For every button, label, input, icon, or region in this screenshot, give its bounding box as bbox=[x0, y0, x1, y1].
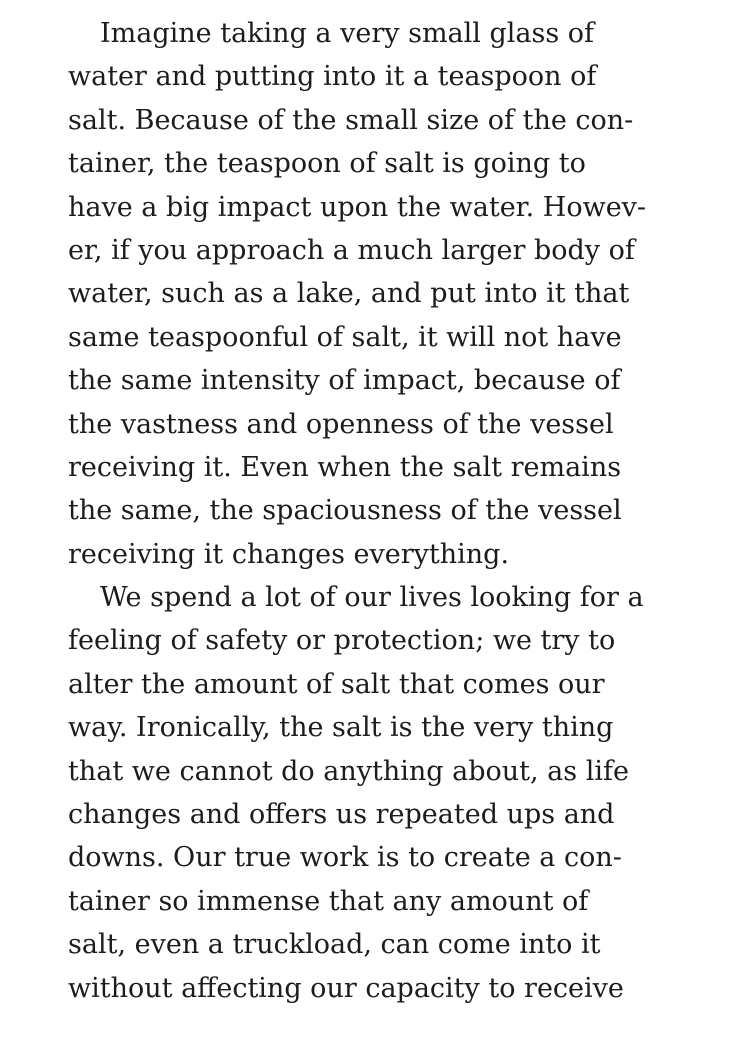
text-line: water, such as a lake, and put into it that bbox=[68, 278, 630, 310]
text-line: water and putting into it a teaspoon of bbox=[68, 61, 597, 93]
text-line: salt. Because of the small size of the con- bbox=[68, 104, 634, 136]
text-line: way. Ironically, the salt is the very thing bbox=[68, 712, 614, 744]
text-line: salt, even a truckload, can come into it bbox=[68, 929, 601, 961]
text-line: the same intensity of impact, because of bbox=[68, 365, 621, 397]
text-line: receiving it. Even when the salt remains bbox=[68, 451, 622, 483]
paragraph-1 bbox=[68, 12, 708, 576]
text-line: have a big impact upon the water. Howev- bbox=[68, 191, 647, 223]
text-line: that we cannot do anything about, as life bbox=[68, 755, 629, 787]
text-line: the same, the spaciousness of the vessel bbox=[68, 495, 622, 527]
text-line: without affecting our capacity to receive bbox=[68, 972, 624, 1004]
text-line: feeling of safety or protection; we try to bbox=[68, 625, 616, 657]
text-line: alter the amount of salt that comes our bbox=[68, 668, 605, 700]
body-text bbox=[68, 12, 708, 1010]
text-line: We spend a lot of our lives looking for a bbox=[100, 582, 644, 614]
text-line: er, if you approach a much larger body of bbox=[68, 234, 635, 266]
text-line: tainer so immense that any amount of bbox=[68, 885, 589, 917]
text-line: changes and offers us repeated ups and bbox=[68, 799, 615, 831]
text-line: receiving it changes everything. bbox=[68, 538, 510, 570]
text-line: tainer, the teaspoon of salt is going to bbox=[68, 148, 586, 180]
paragraph-2 bbox=[68, 576, 708, 1010]
text-line: same teaspoonful of salt, it will not have bbox=[68, 321, 622, 353]
text-line: downs. Our true work is to create a con- bbox=[68, 842, 622, 874]
text-line: Imagine taking a very small glass of bbox=[100, 18, 595, 49]
text-line: the vastness and openness of the vessel bbox=[68, 408, 614, 440]
